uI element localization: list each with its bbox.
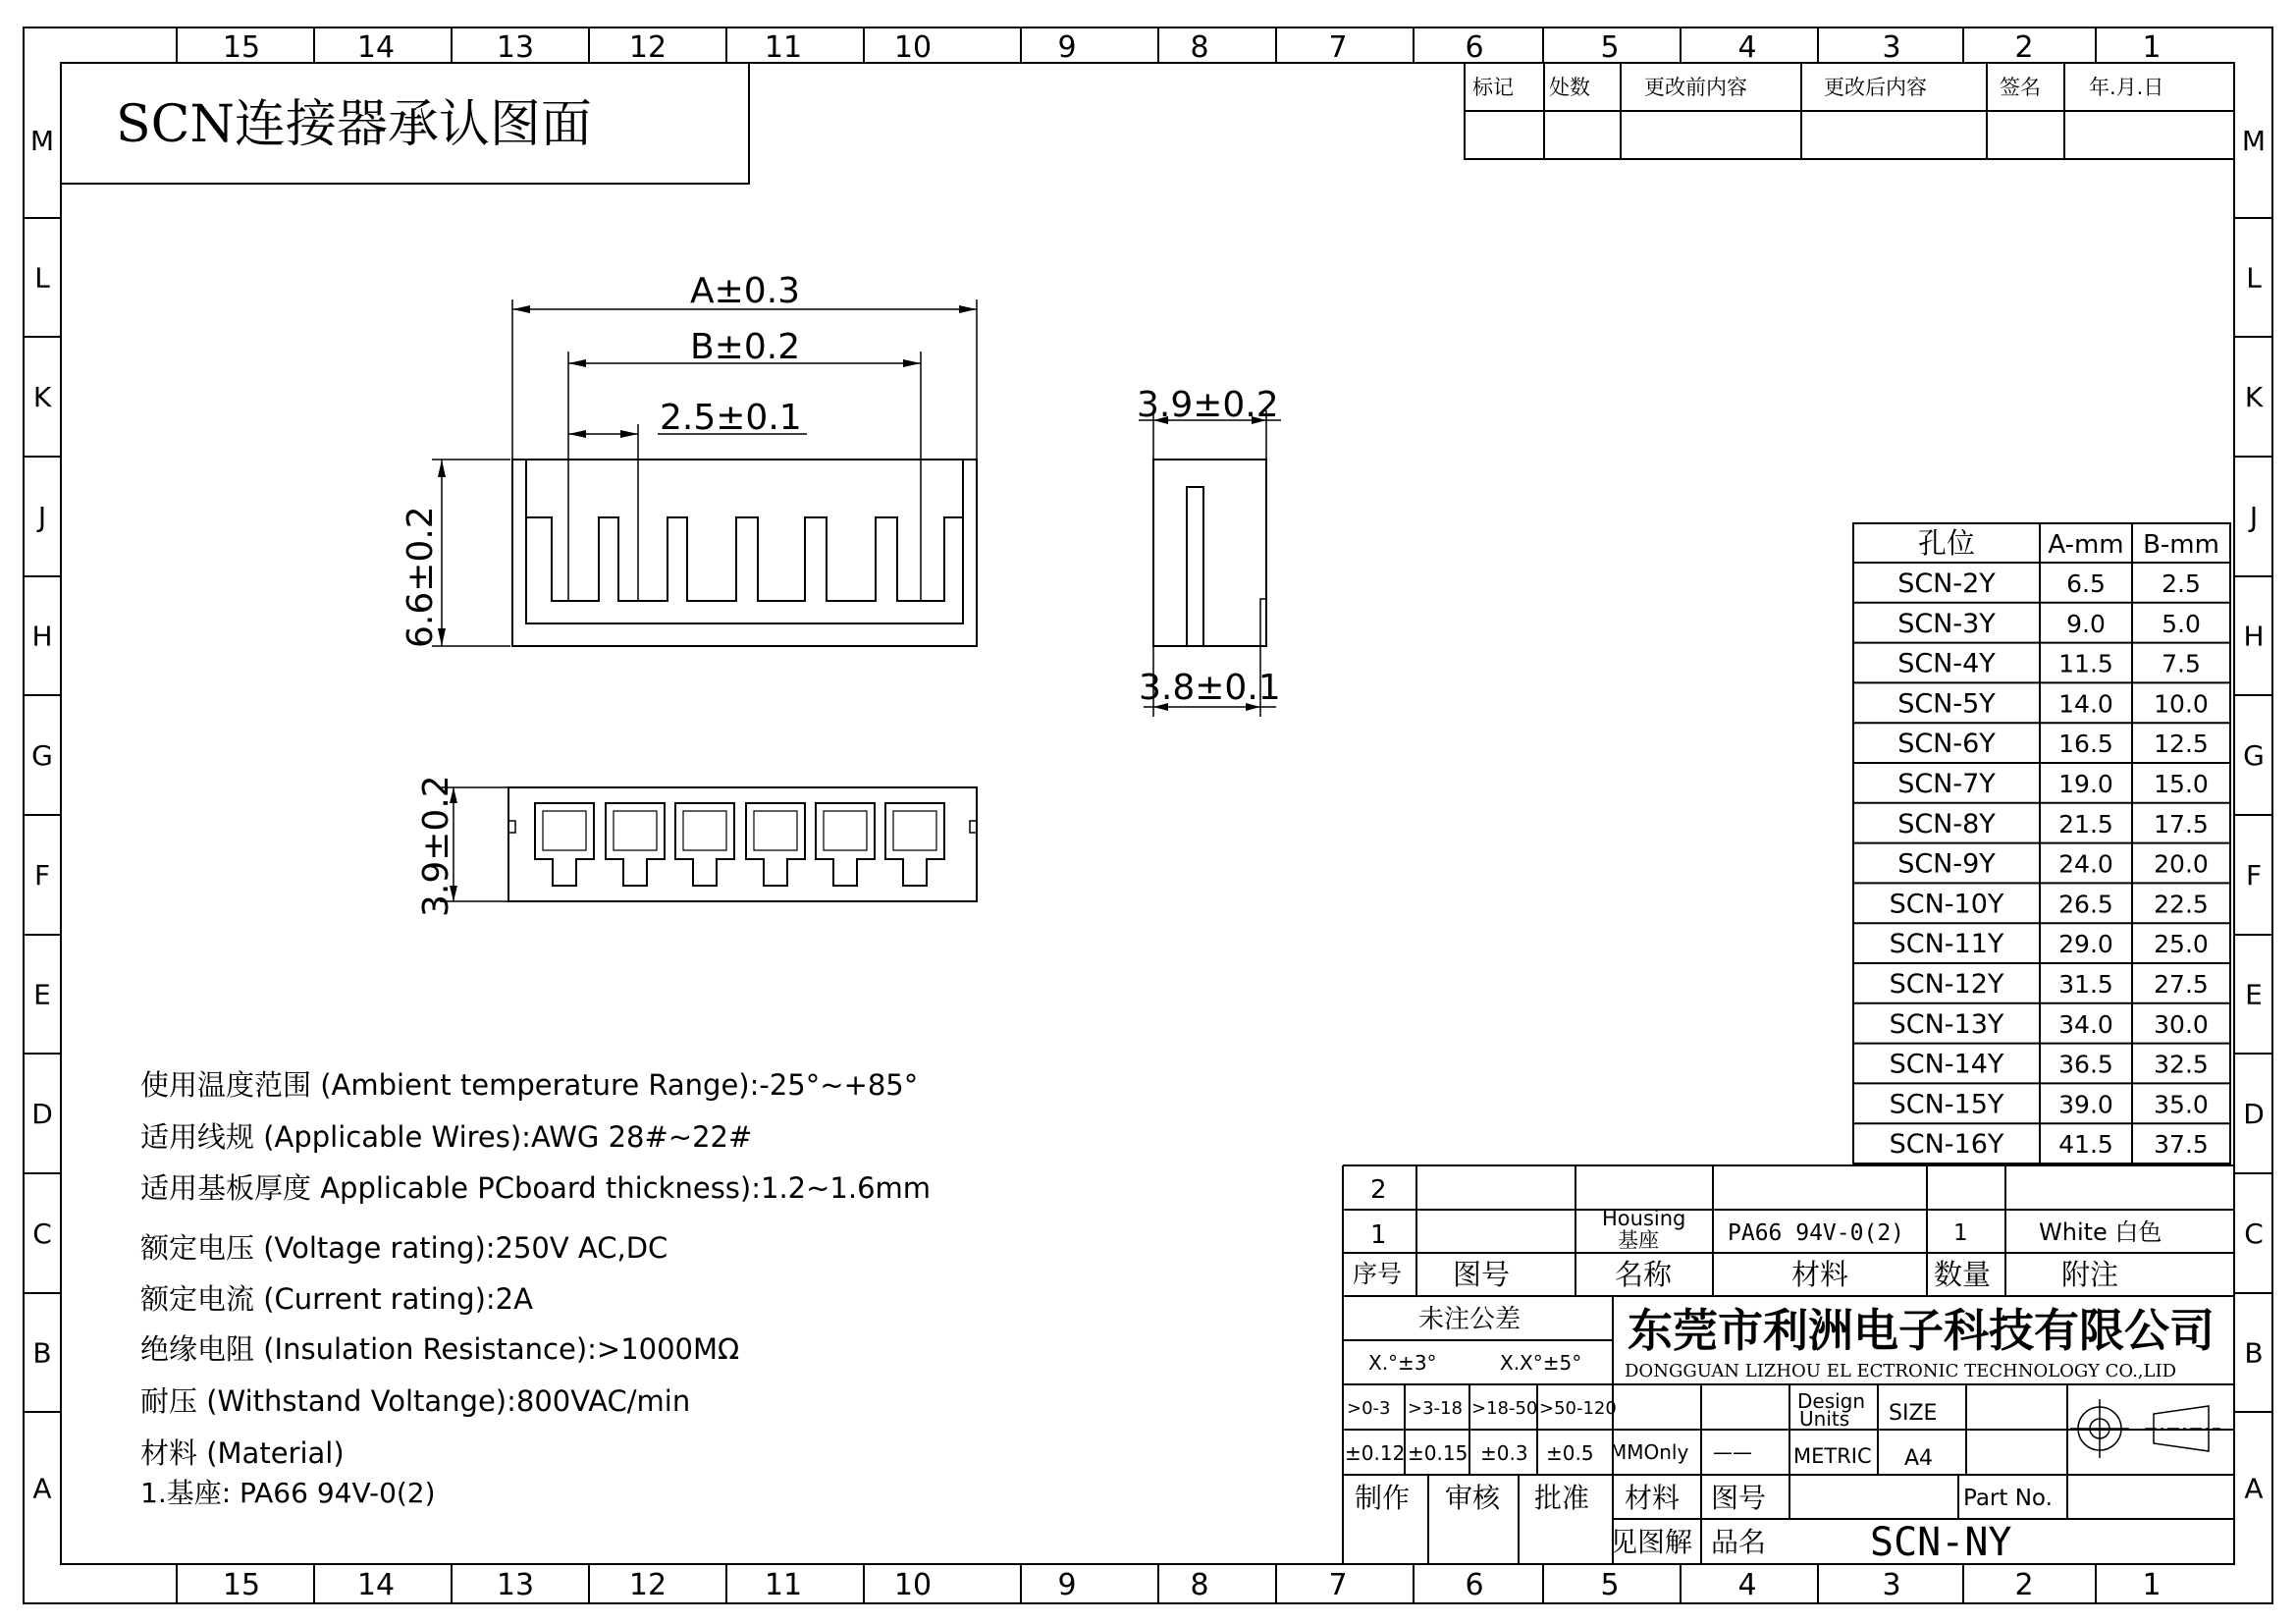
zone-row-left: K [32, 381, 52, 413]
zone-col-top: 5 [1600, 30, 1620, 65]
size-table-value: 20.0 [2154, 849, 2209, 879]
size-table-header: 孔位 [1917, 526, 1976, 560]
zone-col-top: 14 [356, 30, 396, 65]
rev-header-count: 处数 [1549, 76, 1590, 99]
size-table-value: 31.5 [2058, 970, 2113, 999]
zone-col-bottom: 10 [893, 1568, 933, 1602]
size-table-model: SCN-10Y [1889, 889, 2004, 920]
zone-col-bottom: 15 [222, 1568, 261, 1602]
spec-line: 适用线规 (Applicable Wires):AWG 28#~22# [140, 1120, 753, 1154]
size-table-model: SCN-4Y [1897, 648, 1996, 679]
zone-col-bottom: 9 [1057, 1568, 1077, 1602]
zone-row-left: L [34, 261, 50, 295]
bom-row1-index: 1 [1370, 1220, 1387, 1250]
size-table-value: 24.0 [2058, 849, 2113, 879]
zone-col-top: 7 [1328, 30, 1348, 65]
role-approver: 批准 [1534, 1482, 1590, 1514]
size-table-model: SCN-6Y [1897, 729, 1996, 760]
bom-header-qty: 数量 [1934, 1258, 1992, 1291]
range-tol-4: ±0.5 [1546, 1441, 1594, 1465]
size-table-header: A-mm [2048, 530, 2124, 560]
bom-header-note: 附注 [2061, 1258, 2119, 1291]
size-table-model: SCN-2Y [1897, 568, 1996, 599]
projection-symbol-icon [2070, 1399, 2220, 1458]
size-table [1853, 523, 2230, 1164]
spec-line: 绝缘电阻 (Insulation Resistance):>1000MΩ [140, 1332, 740, 1366]
size-table-model: SCN-11Y [1889, 929, 2004, 960]
range-2: >3-18 [1408, 1398, 1463, 1419]
part-no-label: Part No. [1963, 1486, 2053, 1511]
zone-row-left: J [37, 501, 47, 533]
dim-pitch-label: 2.5±0.1 [660, 398, 802, 438]
range-1: >0-3 [1347, 1398, 1391, 1419]
zone-col-bottom: 7 [1328, 1568, 1348, 1602]
bom-header-name: 名称 [1615, 1258, 1673, 1291]
zone-col-top: 8 [1190, 30, 1209, 65]
role-drawing-no: 图号 [1711, 1482, 1767, 1514]
cavity-inner [893, 811, 936, 850]
zone-col-bottom: 8 [1190, 1568, 1209, 1602]
role-reviewer: 审核 [1445, 1482, 1501, 1514]
size-table-model: SCN-3Y [1897, 608, 1996, 639]
size-table-model: SCN-12Y [1889, 969, 2004, 1000]
bom-header-material: 材料 [1791, 1258, 1849, 1291]
angle-tol-1: X.°±3° [1368, 1351, 1437, 1375]
zone-col-top: 12 [628, 30, 667, 65]
zone-col-top: 15 [222, 30, 261, 65]
design-label-2: Units [1799, 1407, 1850, 1431]
size-table-model: SCN-9Y [1897, 848, 1996, 880]
side-view-labels [1137, 385, 1281, 708]
spec-line: 适用基板厚度 Applicable PCboard thickness):1.2~1.6mm [140, 1171, 932, 1205]
tolerance-label: 未注公差 [1418, 1305, 1522, 1334]
zone-row-left: H [31, 620, 53, 653]
size-table-value: 11.5 [2058, 649, 2113, 678]
size-table-model: SCN-14Y [1889, 1049, 2004, 1080]
bom-row2-index: 2 [1370, 1175, 1387, 1205]
cavity-inner [683, 811, 726, 850]
size-table-model: SCN-13Y [1889, 1008, 2004, 1040]
bom-row1-name-cn: 基座 [1618, 1228, 1659, 1252]
zone-row-right: H [2243, 620, 2265, 653]
size-value: A4 [1904, 1446, 1934, 1471]
dim-bottom-height-label: 3.9±0.2 [416, 775, 456, 917]
zone-col-top: 1 [2142, 30, 2162, 65]
bom-header-drawing: 图号 [1453, 1258, 1511, 1291]
zone-col-bottom: 14 [356, 1568, 396, 1602]
zone-row-left: C [32, 1218, 52, 1250]
size-table-value: 2.5 [2162, 569, 2201, 598]
size-table-value: 22.5 [2154, 890, 2209, 919]
size-table-value: 27.5 [2154, 970, 2209, 999]
company-name-cn: 东莞市利洲电子科技有限公司 [1628, 1304, 2215, 1357]
size-table-value: 25.0 [2154, 930, 2209, 959]
size-table-model: SCN-7Y [1897, 769, 1996, 799]
title-block-text [1345, 1304, 2215, 1565]
zone-row-right: G [2243, 739, 2265, 772]
rev-header-mark: 标记 [1472, 76, 1514, 99]
zone-col-bottom: 2 [2014, 1568, 2034, 1602]
zone-col-bottom: 1 [2142, 1568, 2162, 1602]
range-4: >50-120 [1539, 1398, 1617, 1419]
dim-side-width-label: 3.9±0.2 [1137, 385, 1279, 425]
size-table-value: 6.5 [2066, 569, 2106, 598]
revision-headers [1472, 76, 2163, 99]
spec-line: 材料 (Material) [140, 1436, 345, 1470]
zone-row-left: A [32, 1472, 52, 1505]
cavity-outline [606, 803, 665, 886]
zone-row-right: A [2244, 1472, 2264, 1505]
bom-row1-material: PA66 94V-0(2) [1728, 1220, 1905, 1246]
zone-col-bottom: 5 [1600, 1568, 1620, 1602]
cavity-inner [824, 811, 867, 850]
range-tol-3: ±0.3 [1480, 1441, 1528, 1465]
cavity-outline [885, 803, 944, 886]
spec-line: 额定电压 (Voltage rating):250V AC,DC [140, 1231, 668, 1265]
size-table-value: 21.5 [2058, 809, 2113, 839]
bom-header-index: 序号 [1353, 1260, 1403, 1288]
size-table-value: 19.0 [2058, 770, 2113, 798]
spec-line: 使用温度范围 (Ambient temperature Range):-25°~+85° [140, 1068, 919, 1102]
zone-row-right: J [2249, 501, 2259, 533]
size-table-value: 32.5 [2154, 1050, 2209, 1079]
dim-height-label: 6.6±0.2 [400, 506, 441, 648]
rev-header-before: 更改前内容 [1644, 76, 1747, 99]
cavity-outline [746, 803, 805, 886]
zone-col-top: 11 [764, 30, 803, 65]
rev-header-date: 年.月.日 [2089, 76, 2164, 99]
cavity-outline [816, 803, 875, 886]
cavity-outline [535, 803, 594, 886]
spec-line: 耐压 (Withstand Voltange):800VAC/min [140, 1384, 691, 1418]
bom-row1-name-en: Housing [1602, 1207, 1686, 1230]
company-name-en: DONGGUAN LIZHOU EL ECTRONIC TECHNOLOGY CO.,LID [1625, 1361, 2177, 1381]
size-table-model: SCN-16Y [1889, 1129, 2004, 1161]
zone-row-right: E [2245, 978, 2263, 1011]
bom-text [1353, 1175, 2162, 1291]
zone-col-top: 2 [2014, 30, 2034, 65]
range-tol-1: ±0.12 [1345, 1441, 1406, 1465]
cavity-inner [754, 811, 797, 850]
cavity-inner [543, 811, 586, 850]
dim-side-depth-label: 3.8±0.1 [1139, 668, 1281, 708]
zone-row-right: L [2246, 261, 2262, 295]
size-table-model: SCN-15Y [1889, 1089, 2004, 1120]
size-table-value: 26.5 [2058, 890, 2113, 919]
zone-row-right: F [2245, 859, 2263, 892]
zone-row-left: B [32, 1336, 52, 1370]
size-table-value: 5.0 [2162, 609, 2201, 638]
zone-row-right: M [2241, 125, 2267, 157]
dim-a-label: A±0.3 [690, 271, 801, 311]
size-table-model: SCN-8Y [1897, 808, 1996, 839]
size-table-value: 7.5 [2162, 649, 2201, 678]
size-table-value: 10.0 [2154, 689, 2209, 719]
range-tol-2: ±0.15 [1408, 1441, 1468, 1465]
zone-columns-top [177, 27, 2162, 65]
size-table-value: 12.5 [2154, 730, 2209, 759]
zone-col-top: 9 [1057, 30, 1077, 65]
zone-row-left: D [31, 1098, 53, 1130]
part-no-value: SCN-NY [1870, 1520, 2012, 1565]
dim-b-label: B±0.2 [690, 327, 801, 367]
zone-row-left: E [33, 978, 51, 1011]
size-table-model: SCN-5Y [1897, 688, 1996, 720]
size-table-value: 34.0 [2058, 1009, 2113, 1039]
zone-row-left: F [33, 859, 51, 892]
zone-columns-bottom [177, 1564, 2162, 1603]
zone-rows-left [24, 125, 61, 1505]
range-3: >18-50 [1471, 1398, 1538, 1419]
size-label: SIZE [1889, 1401, 1938, 1426]
product-name-label: 品名 [1711, 1526, 1767, 1558]
page-title: SCN连接器承认图面 [116, 95, 592, 154]
cavity-inner [614, 811, 657, 850]
see-drawing: 见图解 [1610, 1526, 1693, 1558]
size-table-value: 35.0 [2154, 1090, 2209, 1119]
size-table-value: 16.5 [2058, 730, 2113, 759]
spec-line: 1.基座: PA66 94V-0(2) [140, 1477, 436, 1509]
angle-tol-2: X.X°±5° [1500, 1351, 1582, 1375]
role-maker: 制作 [1355, 1482, 1411, 1514]
units-value: METRIC [1793, 1444, 1872, 1468]
size-table-value: 17.5 [2154, 809, 2209, 839]
blank-mark: —— [1713, 1440, 1752, 1464]
zone-col-bottom: 6 [1465, 1568, 1484, 1602]
size-table-value: 37.5 [2154, 1130, 2209, 1160]
zone-col-bottom: 13 [496, 1568, 535, 1602]
cavity-outline [675, 803, 734, 886]
zone-col-bottom: 4 [1737, 1568, 1757, 1602]
rev-header-sign: 签名 [2000, 76, 2041, 99]
zone-col-top: 3 [1882, 30, 1901, 65]
bottom-view [440, 787, 977, 901]
size-table-value: 30.0 [2154, 1009, 2209, 1039]
zone-row-right: D [2243, 1098, 2265, 1130]
size-table-value: 36.5 [2058, 1050, 2113, 1079]
spec-line: 额定电流 (Current rating):2A [140, 1282, 533, 1316]
bom-row1-note: White 白色 [2039, 1218, 2163, 1246]
zone-col-top: 13 [496, 30, 535, 65]
zone-col-top: 6 [1465, 30, 1484, 65]
zone-row-right: C [2244, 1218, 2264, 1250]
zone-rows-right [2234, 125, 2272, 1505]
size-table-value: 41.5 [2058, 1130, 2113, 1160]
role-material: 材料 [1625, 1482, 1681, 1514]
zone-row-left: G [31, 739, 53, 772]
zone-col-bottom: 3 [1882, 1568, 1901, 1602]
size-table-value: 29.0 [2058, 930, 2113, 959]
zone-col-bottom: 12 [628, 1568, 667, 1602]
rev-header-after: 更改后内容 [1824, 76, 1927, 99]
zone-row-left: M [29, 125, 55, 157]
zone-row-right: K [2244, 381, 2264, 413]
size-table-header: B-mm [2143, 530, 2219, 560]
zone-col-top: 4 [1737, 30, 1757, 65]
bom-row1-qty: 1 [1953, 1220, 1968, 1246]
size-table-value: 14.0 [2058, 689, 2113, 719]
size-table-value: 15.0 [2154, 770, 2209, 798]
zone-row-right: B [2244, 1336, 2264, 1370]
bottom-view-labels [416, 775, 456, 917]
zone-col-bottom: 11 [764, 1568, 803, 1602]
mm-only: MMOnly [1610, 1440, 1689, 1464]
specs-list [140, 1068, 931, 1509]
size-table-value: 39.0 [2058, 1090, 2113, 1119]
zone-col-top: 10 [893, 30, 933, 65]
size-table-value: 9.0 [2066, 609, 2106, 638]
design-label-1: Design [1797, 1389, 1866, 1413]
